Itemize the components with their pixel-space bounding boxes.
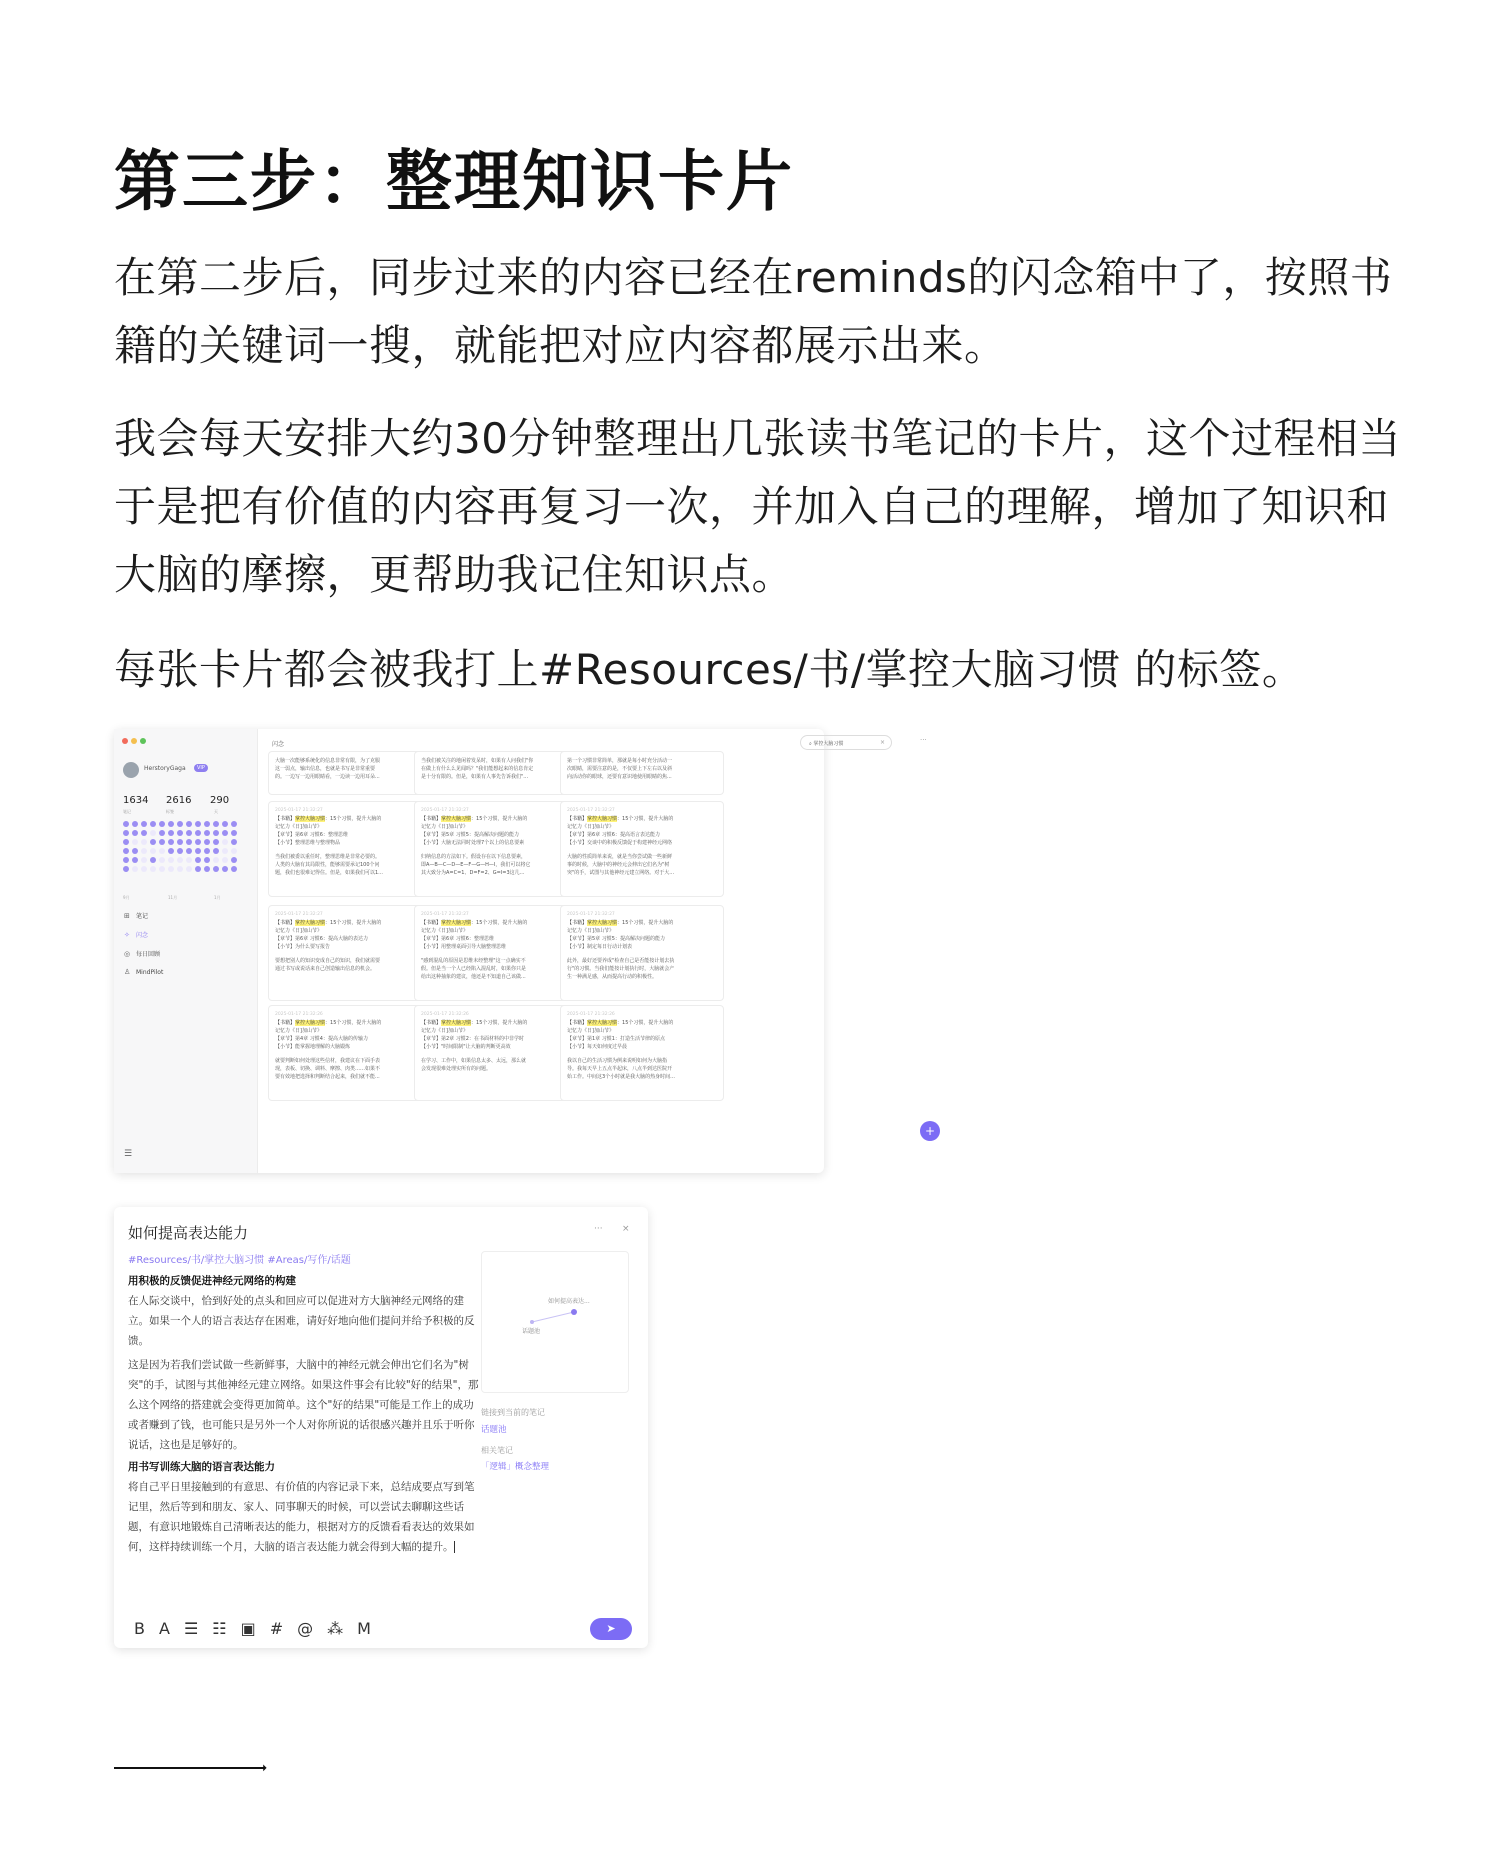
paragraph-tag: 每张卡片都会被我打上#Resources/书/掌控大脑习惯 的标签。 — [114, 645, 1305, 694]
note-date: 2025-01-17 21:32:27 — [275, 912, 323, 917]
nav-label: 闪念 — [136, 932, 149, 939]
note-card[interactable] — [268, 751, 432, 795]
activity-heatmap — [123, 821, 245, 891]
heatmap-cell — [132, 866, 138, 872]
stat-notes-value: 1634 — [123, 795, 149, 806]
note-text: ：15个习惯，提升大脑的 — [617, 816, 674, 822]
graph-node-label: 如何提高表达... — [548, 1298, 590, 1305]
note-card[interactable] — [414, 801, 578, 897]
heatmap-cell — [204, 821, 210, 827]
note-meta-line: 【小节】制定每日行动计划表 — [567, 944, 633, 950]
note-body-line: 现，表板、切换、调料、摩擦、肉类……如果不 — [275, 1066, 381, 1072]
graph-node — [571, 1309, 577, 1315]
numbered-list-icon[interactable]: ☷ — [212, 1619, 227, 1638]
note-body-line: 题，我们也很难记得住。但是，如果我们可以1... — [275, 870, 383, 876]
graph-node — [530, 1320, 534, 1324]
grid-icon: ⊞ — [124, 912, 130, 920]
image-icon[interactable]: ▣ — [240, 1619, 256, 1638]
heatmap-cell — [231, 857, 237, 863]
note-meta-line: 记忆力《日]加山节》 — [567, 824, 614, 830]
note-meta-line: 记忆力《日]加山节》 — [275, 928, 322, 934]
heatmap-cell — [132, 848, 138, 854]
note-text: ：15个习惯，提升大脑的 — [325, 1020, 382, 1026]
note-body-line: 生一种满足感，从而提高行动的积极性。 — [567, 974, 658, 980]
note-body-line: 我以自己的生活习惯为例来说明如何为大脑指 — [567, 1058, 668, 1064]
note-date: 2025-01-17 21:32:27 — [275, 808, 323, 813]
add-note-button[interactable]: + — [920, 1121, 940, 1141]
note-body-line: 始工作。中间这3个小时就是我大脑的热身时间... — [567, 1074, 675, 1080]
heatmap-cell — [123, 848, 129, 854]
note-meta-line: 【小节】大脑无法同时处理7个以上的信息要素 — [421, 840, 525, 846]
heatmap-cell — [168, 839, 174, 845]
note-meta-line: 记忆力《日]加山节》 — [421, 824, 468, 830]
heatmap-cell — [195, 830, 201, 836]
heatmap-cell — [168, 821, 174, 827]
heatmap-cell — [177, 839, 183, 845]
graph-edge — [532, 1312, 574, 1322]
heatmap-cell — [204, 830, 210, 836]
heatmap-cell — [195, 857, 201, 863]
paragraph: 这是因为若我们尝试做一些新鲜事，大脑中的神经元就会伸出它们名为"树突"的手，试图与其他神经元建立网络。如果这件事会有比较"好的结果"，那么这个网络的搭建就会变得更加简单。这个"好的结果"可能是工作上的成功或者赚到了钱，也可能只是另外一个人对你所说的话很感兴趣并且乐于听你说话，这也是足够好的。 — [128, 1359, 479, 1451]
backlinks-label: 链接到当前的笔记 — [481, 1408, 545, 1417]
heatmap-cell — [195, 821, 201, 827]
note-tag: 【书籍】 — [275, 920, 296, 926]
backlink-item[interactable]: 话题池 — [481, 1425, 507, 1435]
note-body-line: 当我们被委以重任时，整理思维是非常必要的。 — [275, 854, 381, 860]
heatmap-cell — [222, 839, 228, 845]
note-tag: 【书籍】 — [567, 920, 588, 926]
note-body-line: 导。我每天早上五点半起床，八点半到达医院开 — [567, 1066, 673, 1072]
note-body-line: 大脑的性质简单来说，就是当你尝试做一些新鲜 — [567, 854, 673, 860]
heatmap-cell — [186, 821, 192, 827]
heatmap-cell — [195, 866, 201, 872]
note-body-line: 第一个习惯非常简单，那就是每小时充分活动一 — [567, 758, 673, 764]
note-card[interactable] — [268, 801, 432, 897]
note-body-line: 在学习、工作中，如果信息太多、太远，那么就 — [421, 1058, 527, 1064]
note-tag: 【书籍】 — [567, 1020, 588, 1026]
magic-icon[interactable]: ⁂ — [327, 1619, 344, 1638]
heatmap-cell — [150, 848, 156, 854]
more-options-icon[interactable]: ··· — [920, 736, 927, 744]
nav-label: MindPilot — [136, 969, 164, 976]
heatmap-cell — [222, 830, 228, 836]
note-body-line: 会发现很难处理实所有的问题。 — [421, 1066, 492, 1072]
sidebar — [114, 729, 258, 1173]
close-icon[interactable]: × — [622, 1224, 630, 1234]
heatmap-cell — [123, 830, 129, 836]
heatmap-cell — [141, 830, 147, 836]
heatmap-cell — [186, 839, 192, 845]
note-body-line: 要想把别人的知识变成自己的知识，我们就需要 — [275, 958, 381, 964]
heatmap-cell — [231, 848, 237, 854]
note-card[interactable] — [560, 751, 724, 795]
heatmap-cell — [150, 821, 156, 827]
heatmap-cell — [141, 821, 147, 827]
arrow-right-icon: ➝ — [254, 1758, 268, 1777]
note-meta-line: 记忆力《日]加山节》 — [421, 928, 468, 934]
note-tag: 【书籍】 — [275, 816, 296, 822]
heatmap-cell — [231, 821, 237, 827]
heatmap-cell — [222, 857, 228, 863]
note-date: 2025-01-17 21:32:26 — [567, 1012, 615, 1017]
search-highlight: 掌控大脑习惯 — [587, 920, 618, 926]
note-body-line: 要有效地把选择和判断结合起来，我们就不能... — [275, 1074, 380, 1080]
heatmap-cell — [186, 857, 192, 863]
heatmap-cell — [213, 839, 219, 845]
note-body-line: 的。一边写一边用眼睛看，一边读一边用耳朵... — [275, 774, 380, 780]
nav-label: 笔记 — [136, 913, 149, 920]
note-date: 2025-01-17 21:32:26 — [275, 1012, 323, 1017]
stat-tags-value: 2616 — [166, 795, 192, 806]
month-label: 9月 — [123, 895, 130, 900]
heatmap-cell — [186, 830, 192, 836]
note-body-line: 大脑一次能够系统化的信息非常有限，为了克服 — [275, 758, 381, 764]
note-tag: 【书籍】 — [421, 1020, 442, 1026]
heatmap-cell — [204, 857, 210, 863]
paragraph: 在人际交谈中，恰到好处的点头和回应可以促进对方大脑神经元网络的建立。如果一个人的语言表达存在困难，请好好地向他们提问并给予积极的反馈。 — [128, 1295, 475, 1347]
heatmap-cell — [186, 866, 192, 872]
search-highlight: 掌控大脑习惯 — [441, 920, 472, 926]
heatmap-cell — [159, 830, 165, 836]
search-highlight: 掌控大脑习惯 — [295, 816, 326, 822]
search-highlight: 掌控大脑习惯 — [295, 1020, 326, 1026]
note-meta-line: 【小节】能掌握地理解的大脑锻炼 — [275, 1044, 351, 1050]
month-label: 11月 — [168, 895, 178, 900]
note-meta-line: 记忆力《日]加山节》 — [567, 1028, 614, 1034]
note-tag: 【书籍】 — [567, 816, 588, 822]
stat-tags-label: 标签 — [166, 809, 174, 814]
note-meta-line: 【章节】第6章 习惯6：整理思维 — [421, 936, 494, 942]
related-notes-label: 相关笔记 — [481, 1446, 513, 1455]
note-source-line — [421, 919, 571, 927]
note-date: 2025-01-17 21:32:27 — [421, 808, 469, 813]
heatmap-cell — [177, 821, 183, 827]
heatmap-cell — [141, 857, 147, 863]
stat-days-value: 290 — [210, 795, 230, 806]
heatmap-cell — [231, 839, 237, 845]
note-meta-line: 【小节】为什么要写报告 — [275, 944, 331, 950]
note-meta-line: 【小节】每天如何度过早晨 — [567, 1044, 628, 1050]
search-input[interactable] — [800, 735, 892, 750]
note-source-line — [275, 815, 425, 823]
heatmap-cell — [150, 830, 156, 836]
article-title: 第三步：整理知识卡片 — [114, 143, 794, 220]
main-panel — [258, 729, 936, 1173]
heatmap-cell — [168, 857, 174, 863]
close-window-icon[interactable] — [122, 738, 128, 744]
heatmap-cell — [204, 848, 210, 854]
heatmap-cell — [177, 866, 183, 872]
note-body-line: 这一弱点，输出信息，也就是书写是非常重要 — [275, 766, 376, 772]
paragraph — [128, 1477, 480, 1557]
note-body-line: 次眼睛，需要注意的是，不仅要上下左右以及斜 — [567, 766, 673, 772]
note-text: ：15个习惯，提升大脑的 — [325, 816, 382, 822]
note-source-line — [567, 815, 717, 823]
section-heading: 用书写训练大脑的语言表达能力 — [128, 1461, 275, 1473]
heatmap-cell — [204, 866, 210, 872]
heatmap-cell — [186, 848, 192, 854]
note-body-line: 人类的大脑有其局限性，能够需要承记100个问 — [275, 862, 380, 868]
note-body-line: 在做上有什么么见闻吗？"我们能想起来的信息肯定 — [421, 766, 534, 772]
heatmap-cell — [231, 866, 237, 872]
maximize-window-icon[interactable] — [140, 738, 146, 744]
nav-item-daily-review[interactable] — [124, 949, 160, 958]
note-text: ：15个习惯，提升大脑的 — [617, 920, 674, 926]
note-body[interactable] — [128, 1271, 480, 1557]
panel-title: 闪念 — [272, 741, 285, 748]
note-body-line: "感到混乱的原因是思维未经整理"这一点确实不 — [421, 958, 526, 964]
note-text: ：15个习惯，提升大脑的 — [617, 1020, 674, 1026]
heatmap-cell — [231, 830, 237, 836]
note-body-line: 其大致分为A=C=1、D=F=2、G=I=3这几... — [421, 870, 525, 876]
heatmap-cell — [150, 866, 156, 872]
vip-badge: VIP — [194, 764, 208, 772]
paragraph-routine: 我会每天安排大约30分钟整理出几张读书笔记的卡片，这个过程相当于是把有价值的内容再复习一次，并加入自己的理解，增加了知识和大脑的摩擦，更帮助我记住知识点。 — [114, 414, 1401, 599]
note-meta-line: 【小节】"时间限制"让大脑的判断更高效 — [421, 1044, 511, 1050]
heatmap-cell — [195, 839, 201, 845]
heatmap-cell — [177, 848, 183, 854]
search-highlight: 掌控大脑习惯 — [587, 1020, 618, 1026]
note-meta-line: 记忆力《日]加山节》 — [275, 824, 322, 830]
heatmap-cell — [213, 857, 219, 863]
note-text: ：15个习惯，提升大脑的 — [471, 816, 528, 822]
note-date: 2025-01-17 21:32:27 — [421, 912, 469, 917]
note-tag: 【书籍】 — [421, 920, 442, 926]
paragraph-text: 将自己平日里接触到的有意思、有价值的内容记录下来，总结成要点写到笔记里，然后等到和朋友、家人、同事聊天的时候，可以尝试去聊聊这些话题，有意识地锻炼自己清晰表达的能力，根据对方的反馈看看表达的效果如何，这样持续训练一个月，大脑的语言表达能力就会得到大幅的提升。 — [128, 1481, 475, 1553]
note-date: 2025-01-17 21:32:27 — [567, 912, 615, 917]
heatmap-cell — [123, 821, 129, 827]
heatmap-cell — [168, 866, 174, 872]
heatmap-cell — [222, 866, 228, 872]
nav-label: 每日回顾 — [136, 951, 161, 958]
search-highlight: 掌控大脑习惯 — [587, 816, 618, 822]
note-body-line: 给出这种抽象的建议，他还是不知道自己该做... — [421, 974, 526, 980]
heatmap-cell — [213, 821, 219, 827]
heatmap-cell — [141, 848, 147, 854]
heatmap-cell — [177, 857, 183, 863]
clear-search-icon[interactable]: × — [879, 739, 885, 746]
note-graph[interactable] — [481, 1251, 629, 1393]
heatmap-cell — [222, 848, 228, 854]
search-icon: ⌕ — [809, 741, 814, 747]
note-body-line: 此外，最好还要养成"检查自己是否能按计划去执 — [567, 958, 675, 964]
note-body-line: 事的时候，大脑中的神经元会伸出它们名为"树 — [567, 862, 670, 868]
minimize-window-icon[interactable] — [131, 738, 137, 744]
note-title[interactable]: 如何提高表达能力 — [128, 1224, 249, 1242]
markdown-icon[interactable]: M — [357, 1619, 371, 1638]
note-meta-line: 【章节】第6章 习惯6：提高语言表达能力 — [567, 832, 660, 838]
heatmap-cell — [150, 857, 156, 863]
note-body-line: 即A—B—C—D—E—F—G—H—I，我们可以将它 — [421, 862, 531, 868]
note-text: ：15个习惯，提升大脑的 — [471, 920, 528, 926]
avatar[interactable] — [123, 762, 139, 778]
note-card[interactable] — [268, 905, 432, 1001]
heatmap-cell — [132, 830, 138, 836]
note-body-line: 行"的习惯。当我们能按计划执行时，大脑就会产 — [567, 966, 675, 972]
note-body-line: 假。但是当一个人已经陷入混乱时，如果你只是 — [421, 966, 527, 972]
heatmap-cell — [159, 857, 165, 863]
note-meta-line: 【章节】第1章 习惯1：打造生活节律的原点 — [567, 1036, 665, 1042]
menu-icon[interactable]: ☰ — [124, 1149, 133, 1159]
note-card[interactable] — [414, 1005, 578, 1101]
bold-icon[interactable]: B — [134, 1619, 145, 1638]
heatmap-cell — [150, 839, 156, 845]
note-text: ：15个习惯，提升大脑的 — [471, 1020, 528, 1026]
note-meta-line: 记忆力《日]加山节》 — [567, 928, 614, 934]
heatmap-cell — [132, 839, 138, 845]
note-meta-line: 记忆力《日]加山节》 — [275, 1028, 322, 1034]
heatmap-cell — [123, 839, 129, 845]
heatmap-cell — [123, 857, 129, 863]
hashtag-icon[interactable]: # — [269, 1619, 284, 1638]
stat-days-label: 天 — [214, 809, 218, 814]
editor-toolbar — [134, 1620, 371, 1638]
heatmap-cell — [222, 821, 228, 827]
note-meta-line: 【小节】用整理桌面引导大脑整理思维 — [421, 944, 507, 950]
note-source-line — [567, 919, 717, 927]
note-text: ：15个习惯，提升大脑的 — [325, 920, 382, 926]
heatmap-cell — [213, 866, 219, 872]
graph-node-label: 话题池 — [522, 1328, 541, 1335]
heatmap-cell — [204, 839, 210, 845]
note-body-line: 向活动你的眼球，还要有意识地使用眼睛的焦... — [567, 774, 672, 780]
arrow-line — [114, 1767, 264, 1769]
heatmap-cell — [168, 848, 174, 854]
note-body-line: 归纳信息的方法如下。假设存在以下信息要素， — [421, 854, 527, 860]
note-source-line — [275, 919, 425, 927]
paragraph-intro: 在第二步后，同步过来的内容已经在reminds的闪念箱中了，按照书籍的关键词一搜，就能把对应内容都展示出来。 — [114, 253, 1393, 370]
search-highlight: 掌控大脑习惯 — [441, 1020, 472, 1026]
note-meta-line: 【章节】第4章 习惯4：提高大脑的传输力 — [275, 1036, 368, 1042]
nav-item-mindpilot[interactable] — [124, 968, 163, 976]
note-body-line: 就要判断如何处理这些信材，我建议在下面手表 — [275, 1058, 381, 1064]
note-card[interactable] — [414, 905, 578, 1001]
note-meta-line: 记忆力《日]加山节》 — [421, 1028, 468, 1034]
flash-note-screenshot — [114, 729, 936, 1173]
heatmap-cell — [168, 830, 174, 836]
heatmap-cell — [132, 857, 138, 863]
note-body-line: 突"的手，试图与其他神经元建立网络。对于大... — [567, 870, 675, 876]
search-highlight: 掌控大脑习惯 — [441, 816, 472, 822]
heatmap-cell — [213, 848, 219, 854]
note-meta-line: 【小节】交谈中的积极反馈促于构建神经元网络 — [567, 840, 673, 846]
heatmap-cell — [159, 839, 165, 845]
nav-item-flash[interactable] — [124, 930, 148, 939]
note-meta-line: 【章节】第2章 习惯2：在书面材料的中非学时 — [421, 1036, 524, 1042]
sparkle-icon: ✧ — [124, 931, 130, 939]
nav-item-notes[interactable] — [124, 911, 148, 920]
search-highlight: 掌控大脑习惯 — [295, 920, 326, 926]
heatmap-cell — [159, 848, 165, 854]
bullet-list-icon[interactable]: ☰ — [183, 1619, 199, 1638]
note-body-line: 当我们被关注的地闲着发呆时，如果有人问我们"你 — [421, 758, 534, 764]
note-source-line — [421, 1019, 571, 1027]
mention-icon[interactable]: @ — [297, 1619, 314, 1638]
note-meta-line: 【章节】第5章 习惯5：提高解决问题的能力 — [421, 832, 519, 838]
heatmap-cell — [159, 821, 165, 827]
note-card[interactable] — [560, 905, 724, 1001]
bot-icon: ♙ — [124, 968, 131, 976]
note-body-line: 是十分有限的。但是，如果有人事先告诉我们"... — [421, 774, 529, 780]
related-note-item[interactable]: 「逻辑」概念整理 — [481, 1462, 550, 1472]
highlight-icon[interactable]: A — [158, 1619, 170, 1638]
month-label: 1月 — [214, 895, 221, 900]
note-meta-line: 【章节】第5章 习惯5：提高解决问题的能力 — [567, 936, 665, 942]
note-meta-line: 【章节】第6章 习惯6：整理思维 — [275, 832, 348, 838]
more-options-icon[interactable]: ··· — [594, 1224, 603, 1234]
note-tags[interactable]: #Resources/书/掌控大脑习惯 #Areas/写作/话题 — [128, 1255, 351, 1266]
note-date: 2025-01-17 21:32:27 — [567, 808, 615, 813]
note-body-line: 通过书写或说话来自己创造输出信息的机会。 — [275, 966, 376, 972]
note-meta-line: 【章节】第6章 习惯6：提高大脑的表达力 — [275, 936, 368, 942]
heatmap-cell — [141, 839, 147, 845]
note-card[interactable] — [560, 1005, 724, 1101]
graph-edges — [482, 1252, 630, 1394]
note-card[interactable] — [560, 801, 724, 897]
heatmap-cell — [123, 866, 129, 872]
send-button[interactable]: ➤ — [590, 1618, 632, 1640]
note-tag: 【书籍】 — [421, 816, 442, 822]
note-source-line — [275, 1019, 425, 1027]
search-value: 掌控大脑习惯 — [813, 741, 844, 747]
heatmap-cell — [141, 866, 147, 872]
section-heading: 用积极的反馈促进神经元网络的构建 — [128, 1275, 296, 1287]
note-tag: 【书籍】 — [275, 1020, 296, 1026]
heatmap-cell — [132, 821, 138, 827]
heatmap-cell — [195, 848, 201, 854]
note-card[interactable] — [268, 1005, 432, 1101]
heatmap-cell — [213, 830, 219, 836]
text-cursor — [454, 1541, 455, 1553]
note-meta-line: 【小节】整理思维与整理物品 — [275, 840, 341, 846]
stat-notes-label: 笔记 — [123, 809, 131, 814]
note-card[interactable] — [414, 751, 578, 795]
review-icon: ◎ — [124, 950, 131, 958]
note-editor-screenshot — [114, 1207, 648, 1648]
note-source-line — [567, 1019, 717, 1027]
heatmap-cell — [159, 866, 165, 872]
heatmap-cell — [177, 830, 183, 836]
username: HerstoryGaga — [144, 765, 186, 772]
note-date: 2025-01-17 21:32:26 — [421, 1012, 469, 1017]
note-source-line — [421, 815, 571, 823]
